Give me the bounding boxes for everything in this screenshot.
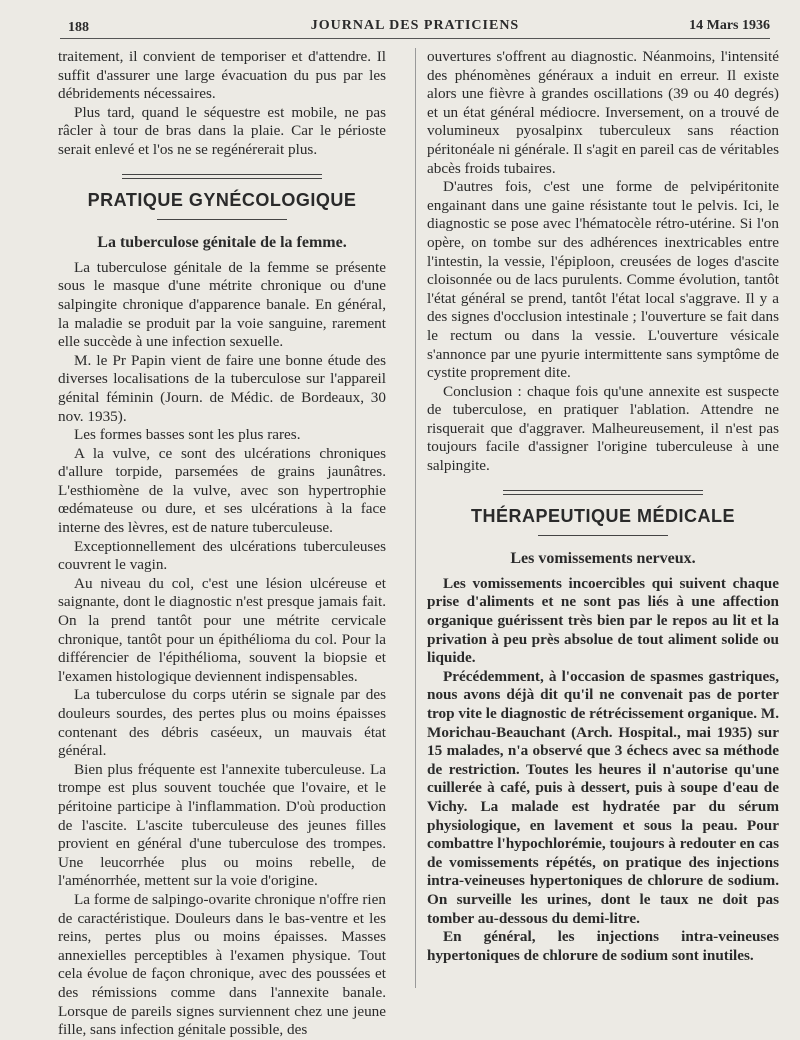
article-paragraph: M. le Pr Papin vient de faire une bonne étude des diverses localisations de la tuberculose sur l'appareil génital féminin (Journ. de Médic. de Bordeaux, 30 nov. 1935).: [58, 351, 386, 425]
article-paragraph: Les vomissements incoercibles qui suivent chaque prise d'aliments et ne sont pas liés à une affection organique guérissent très bien par le repos au lit et la privation à peu près absolue de tout aliment solide ou liquide.: [427, 574, 779, 667]
article-paragraph: Au niveau du col, c'est une lésion ulcéreuse et saignante, dont le diagnostic n'est presque jamais fait. On la prend tantôt pour une métrite cervicale chronique, tantôt pour un épithélioma du col. Pour la différencier de l'épithélioma, souvent la biopsie et l'examen histologique deviennent indispensables.: [58, 574, 386, 685]
article-paragraph: D'autres fois, c'est une forme de pelvipéritonite engainant dans une gaine résistante tout le pelvis. Ici, le diagnostic se pose avec l'hématocèle rétro-utérine. Si l'on opère, on tombe sur des adhérences inextricables entre l'intestin, la vessie, l'épiploon, creusées de loges d'ascite cloisonnée ou de lacs purulents. Comme évolution, tantôt l'état général se prend, tantôt l'état local s'aggrave. Il y a des signes d'occlusion intestinale ; l'ouverture se fait dans le rectum ou dans la vessie. L'ouverture vésicale s'annonce par une pyurie intermittente sans symptôme de cystite proprement dite.: [427, 178, 779, 382]
column-divider: [415, 48, 416, 988]
left-column: [58, 48, 386, 1040]
issue-date: 14 Mars 1936: [689, 18, 770, 33]
journal-title: JOURNAL DES PRATICIENS: [310, 18, 520, 33]
article-paragraph: Exceptionnellement des ulcérations tuberculeuses couvrent le vagin.: [58, 537, 386, 574]
article-paragraph: Les formes basses sont les plus rares.: [74, 426, 301, 444]
article-paragraph: En général, les injections intra-veineuses hypertoniques de chlorure de sodium sont inutiles.: [427, 928, 779, 964]
right-column: [427, 48, 779, 965]
article-paragraph: Conclusion : chaque fois qu'une annexite est suspecte de tuberculose, en pratiquer l'ablation. Attendre ne risquerait que d'aggraver. Malheureusement, il n'est pas toujours facile d'assigner l'origine tuberculeuse à une salpingite.: [427, 382, 779, 475]
article-paragraph: Bien plus fréquente est l'annexite tuberculeuse. La trompe est plus souvent touchée que l'ovaire, et le péritoine participe à l'inflammation. D'où production de l'ascite. L'ascite tuberculeuse des jeunes filles provient en général d'une tuberculose des trompes. Une leucorrhée plus ou moins rebelle, de l'aménorrhée, mettent sur la voie d'origine.: [58, 760, 386, 890]
article-paragraph: ouvertures s'offrent au diagnostic. Néanmoins, l'intensité des phénomènes généraux a induit en erreur. Il existe alors une fièvre à grandes oscillations (39 ou 40 degrés) et un état général médiocre. Inversement, on a trouvé de volumineux pyosalpinx tuberculeux sans réaction péritonéale ni générale. Il s'agit en pareil cas de véritables abcès froids tubaires.: [427, 48, 779, 177]
intro-paragraph: traitement, il convient de temporiser et d'attendre. Il suffit d'assurer une large évacuation du pus par les débridements nécessaires.: [58, 48, 386, 103]
section-title-gyneco: PRATIQUE GYNÉCOLOGIQUE: [87, 189, 357, 210]
article-title-vomissements: Les vomissements nerveux.: [510, 550, 696, 568]
section-rule: [122, 174, 322, 179]
article-paragraph: La tuberculose du corps utérin se signale par des douleurs sourdes, des pertes plus ou moins épaisses contenant des débris caséeux, un mauvais état général.: [58, 686, 386, 760]
article-paragraph: La forme de salpingo-ovarite chronique n'offre rien de caractéristique. Douleurs dans le bas-ventre et les reins, pertes plus ou moins épaisses. Masses annexielles perceptibles à l'examen physique. Tout cela évolue de façon chronique, avec des poussées et des rémissions comme dans l'annexite banale. Lorsque de pareils signes surviennent chez une jeune fille, sans infection génitale possible, des: [58, 890, 386, 1039]
article-paragraph: A la vulve, ce sont des ulcérations chroniques d'allure torpide, parsemées de grains jaunâtres. L'esthiomène de la vulve, avec son hypertrophie œdémateuse ou dure, et ses ulcérations à la face interne des lèvres, est de nature tuberculeuse.: [58, 444, 386, 537]
article-title-tuberculose: La tuberculose génitale de la femme.: [97, 234, 347, 252]
page-header: [60, 16, 770, 39]
section-subrule: [157, 219, 287, 220]
section-subrule: [538, 535, 668, 536]
article-paragraph: La tuberculose génitale de la femme se présente sous le masque d'une métrite chronique ou d'une salpingite chronique d'apparence banale. En général, la maladie se produit par la voie sanguine, rarement elle succède à une infection sexuelle.: [58, 258, 386, 351]
section-title-therapeutique: THÉRAPEUTIQUE MÉDICALE: [470, 505, 735, 526]
page-number: 188: [68, 20, 89, 35]
article-paragraph: Précédemment, à l'occasion de spasmes gastriques, nous avons déjà dit qu'il ne convenait pas de porter trop vite le diagnostic de rétrécissement organique. M. Morichau-Beauchant (Arch. Hospital., mai 1935) sur 15 malades, n'a observé que 3 échecs avec sa méthode de restriction. Toutes les heures il n'autorise qu'une cuillerée à café, puis à dessert, puis à soupe d'eau de Vichy. La malade est hydratée par du sérum physiologique, en lavement et sous la peau. Pour combattre l'hypochlorémie, toujours à redouter en cas de vomissements répétés, on pratique des injections intra-veineuses hypertoniques de chlorure de sodium. On surveille les urines, dont le taux ne doit pas tomber au-dessous du demi-litre.: [427, 667, 779, 927]
intro-paragraph: Plus tard, quand le séquestre est mobile, ne pas râcler à tour de bras dans la plaie. Car le périoste serait enlevé et l'os ne se regénérerait plus.: [58, 103, 386, 158]
section-rule: [503, 490, 703, 495]
